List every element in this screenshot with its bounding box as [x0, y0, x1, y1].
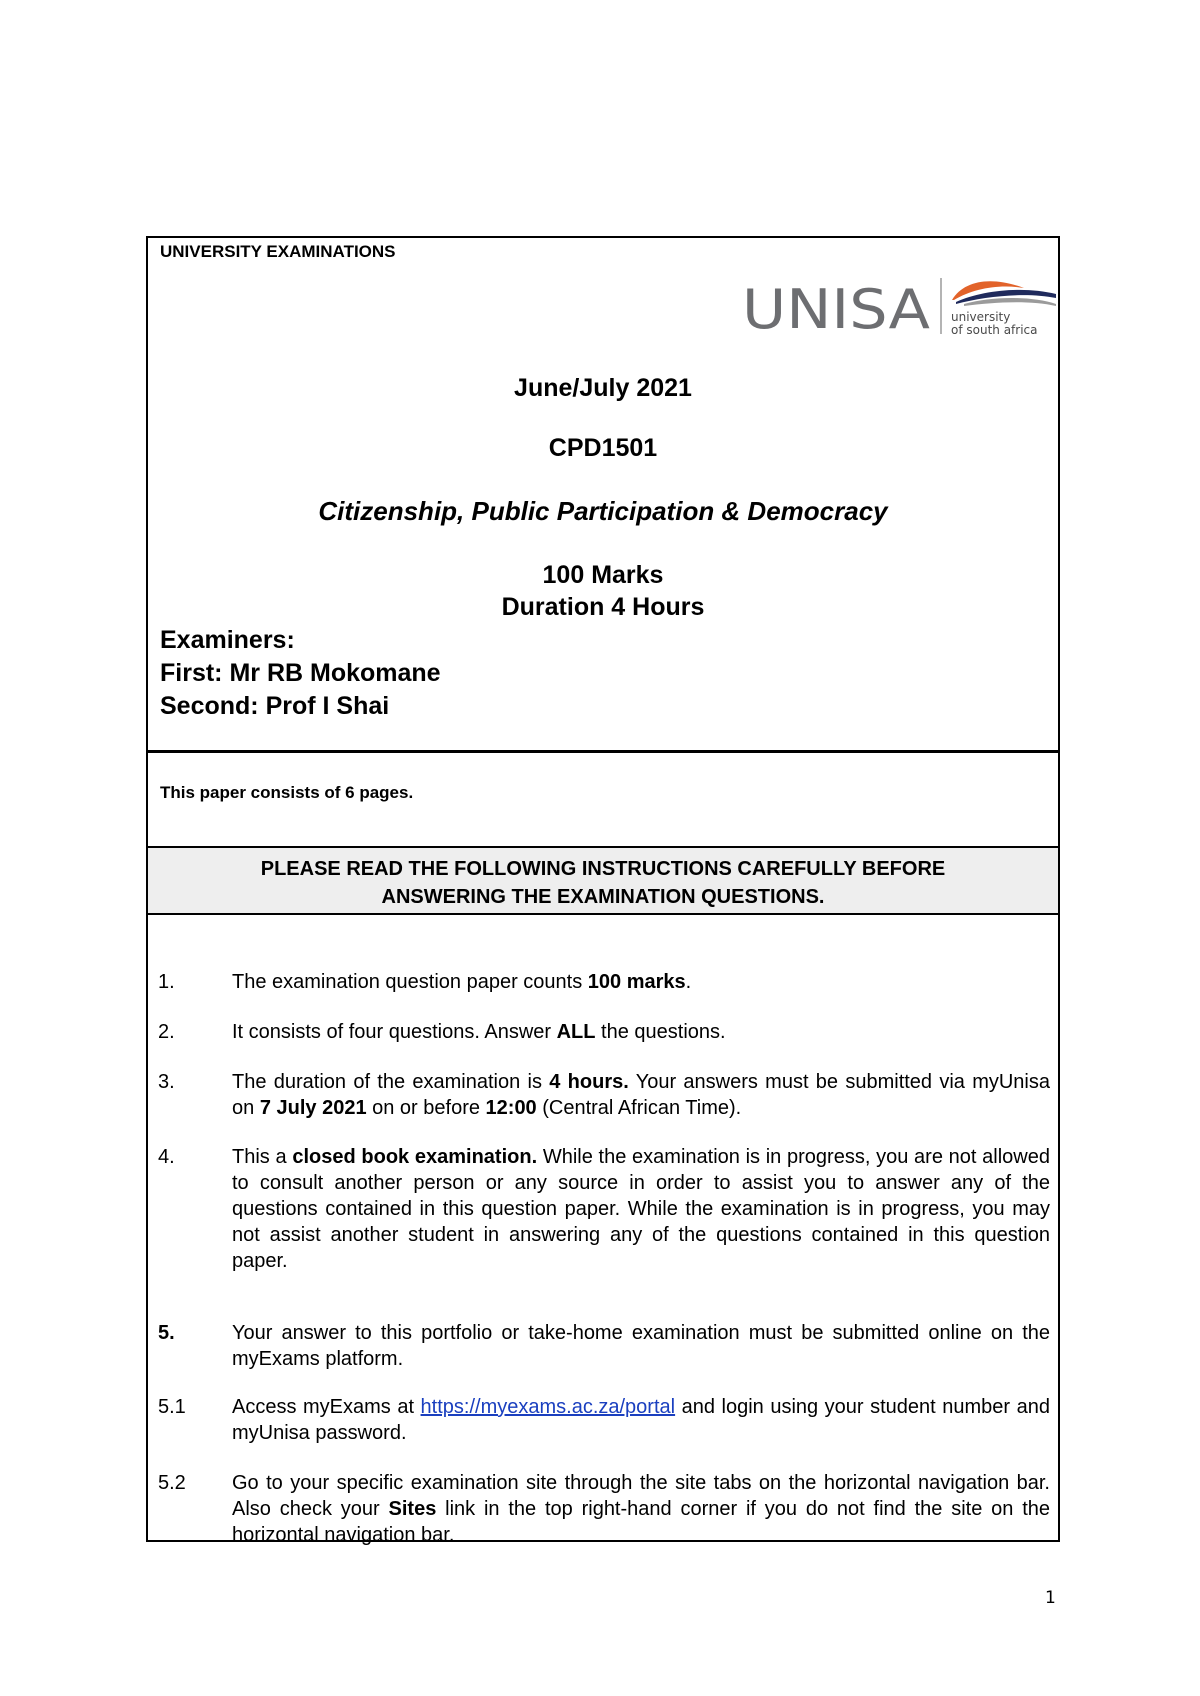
first-examiner: First: Mr RB Mokomane	[160, 659, 441, 687]
instruction-number: 5.	[158, 1322, 175, 1344]
instruction-text: The examination question paper counts 100 marks.	[232, 971, 692, 993]
page-number: 1	[1045, 1588, 1056, 1608]
instruction-number: 3.	[158, 1071, 175, 1093]
instruction-text: Go to your specific examination site through the site tabs on the horizontal navigation bar. Also check your Sites link in the top right-hand corner if you do not find the site on the horizontal navigation bar.	[232, 1472, 1051, 1546]
instruction-number: 2.	[158, 1021, 175, 1043]
exam-cover-frame	[146, 236, 1060, 1546]
instructions-heading-line-2: ANSWERING THE EXAMINATION QUESTIONS.	[381, 886, 825, 908]
module-title: Citizenship, Public Participation & Democracy	[318, 496, 888, 526]
examiners-label: Examiners:	[160, 626, 295, 654]
university-examinations-label: UNIVERSITY EXAMINATIONS	[160, 242, 396, 261]
instruction-number: 5.2	[158, 1472, 186, 1494]
unisa-logo	[742, 274, 1058, 336]
total-marks: 100 Marks	[542, 561, 664, 589]
instruction-text: This a closed book examination. While the examination is in progress, you are not allowed to consult another person or any source in order to assist you to answer any of the questions contained in this question paper. While the examination is in progress, you may not assist another student in answering any of the questions contained in this question paper.	[232, 1146, 1050, 1272]
exam-session: June/July 2021	[514, 374, 692, 402]
logo-wordmark: UNISA	[742, 278, 931, 336]
instruction-number: 4.	[158, 1146, 175, 1168]
instruction-number: 1.	[158, 971, 175, 993]
instruction-text: It consists of four questions. Answer ALL the questions.	[232, 1021, 726, 1043]
instruction-text: The duration of the examination is 4 hours. Your answers must be submitted via myUnisa on 7 July 2021 on or before 12:00 (Central African Time).	[232, 1071, 1050, 1119]
exam-duration: Duration 4 Hours	[501, 593, 705, 621]
instruction-number: 5.1	[158, 1396, 186, 1418]
second-examiner: Second: Prof I Shai	[160, 692, 390, 720]
logo-tagline-2: of south africa	[951, 323, 1038, 336]
instruction-text: Access myExams at https://myexams.ac.za/portal and login using your student number and myUnisa password.	[232, 1396, 1050, 1444]
instructions-heading	[148, 848, 1058, 915]
myexams-portal-link[interactable]: https://myexams.ac.za/portal	[420, 1396, 676, 1418]
page-count-section	[148, 753, 1058, 848]
cover-header-section	[148, 238, 1058, 753]
module-code: CPD1501	[548, 434, 658, 462]
logo-tagline-1: university	[951, 310, 1011, 324]
instructions-heading-line-1: PLEASE READ THE FOLLOWING INSTRUCTIONS CAREFULLY BEFORE	[260, 858, 946, 880]
page-count-note: This paper consists of 6 pages.	[160, 783, 414, 802]
instruction-text: Your answer to this portfolio or take-home examination must be submitted online on the myExams platform.	[232, 1322, 1050, 1370]
